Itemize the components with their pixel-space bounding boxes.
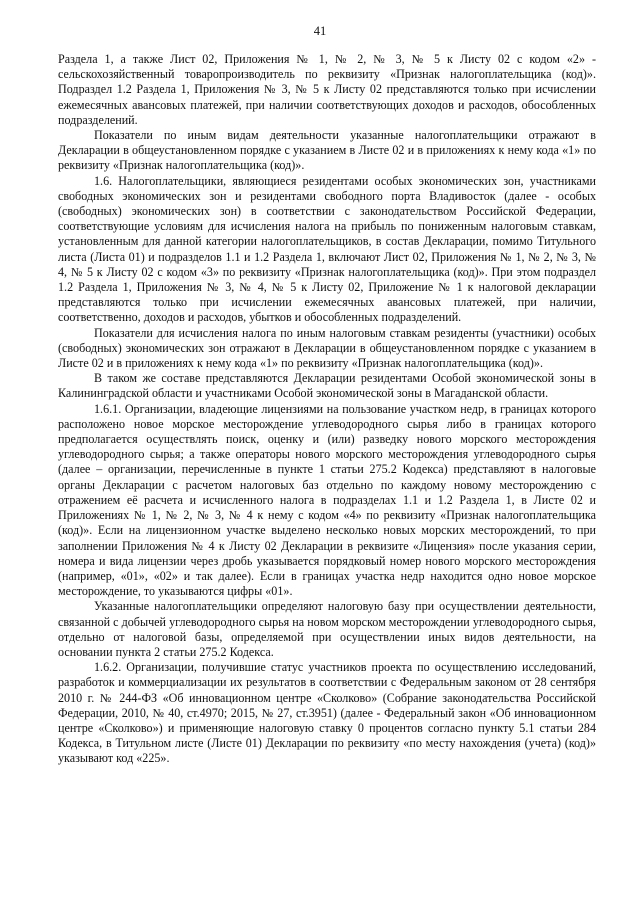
paragraph-1-6-1: 1.6.1. Организации, владеющие лицензиями на пользование участком недр, в границах которого расположено новое морское месторождение углеводородного сырья либо в границах которого предполагается осуществлять поиск, оценку и (или) разведку нового морского месторождения углеводородного сырья; а также операторы нового морского месторождения углеводородного сырья (далее – организации, перечисленные в пункте 1 статьи 275.2 Кодекса) представляют в налоговые органы Декларации с расчетом налоговых баз отдельно по каждому новому месторождению с отражением её расчета и исчисленного налога в подразделах 1.1 и 1.2 Раздела 1, в Листе 02 и Приложениях № 1, № 2, № 3, № 4 к нему с кодом «4» по реквизиту «Признак налогоплательщика (код)». Если на лицензионном участке выделено несколько новых морских месторождений, то при заполнении Приложения № 4 к Листу 02 Декларации в реквизите «Лицензия» после указания серии, номера и вида лицензии через дробь указывается порядковый номер нового морского месторождения (например, «01», «02» и так далее). Если в границах участка недр находится одно новое морское месторождение, то указываются цифры «01».: [58, 401, 596, 599]
document-body: [58, 52, 596, 767]
paragraph-1-6: 1.6. Налогоплательщики, являющиеся резидентами особых экономических зон, участниками свободных экономических зон и резидентами свободного порта Владивосток (далее - особых (свободных) экономических зон) в соответствии с законодательством Российской Федерации, соответствующие условиям для исчисления налога на прибыль по пониженным налоговым ставкам, установленным для данной категории налогоплательщиков, в состав Декларации, помимо Титульного листа (Листа 01) и подразделов 1.1 и 1.2 Раздела 1, включают Лист 02, Приложения № 1, № 2, № 3, № 4, № 5 к Листу 02 с кодом «3» по реквизиту «Признак налогоплательщика (код)». При этом подраздел 1.2 Раздела 1, Приложения № 3, № 4, № 5 к Листу 02, Приложение № 1 к налоговой декларации представляются только при исчислении ежемесячных авансовых платежей, при наличии, соответственно, доходов и расходов, убытков и обособленных подразделений.: [58, 173, 596, 325]
paragraph-kaliningrad-magadan: В таком же составе представляются Декларации резидентами Особой экономической зоны в Калининградской области и участниками Особой экономической зоны в Магаданской области.: [58, 371, 596, 401]
paragraph-1-6-2: 1.6.2. Организации, получившие статус участников проекта по осуществлению исследований, разработок и коммерциализации их результатов в соответствии с Федеральным законом от 28 сентября 2010 г. № 244-ФЗ «Об инновационном центре «Сколково» (Собрание законодательства Российской Федерации, 2010, № 40, ст.4970; 2015, № 27, ст.3951) (далее - Федеральный закон «Об инновационном центре «Сколково») и применяющие налоговую ставку 0 процентов согласно пункту 5.1 статьи 284 Кодекса, в Титульном листе (Листе 01) Декларации по реквизиту «по месту нахождения (учета) (код)» указывают код «225».: [58, 660, 596, 766]
paragraph-continuation: Раздела 1, а также Лист 02, Приложения № 1, № 2, № 3, № 5 к Листу 02 с кодом «2» - сельскохозяйственный товаропроизводитель по реквизиту «Признак налогоплательщика (код)». Подраздел 1.2 Раздела 1, Приложения № 3, № 5 к Листу 02 представляются только при исчислении ежемесячных авансовых платежей, при наличии соответствующих доходов и расходов, обособленных подразделений.: [58, 52, 596, 127]
paragraph-other-activities: Показатели по иным видам деятельности указанные налогоплательщики отражают в Декларации в общеустановленном порядке с указанием в Листе 02 и в приложениях к нему кода «1» по реквизиту «Признак налогоплательщика (код)».: [58, 128, 596, 173]
paragraph-other-rates: Показатели для исчисления налога по иным налоговым ставкам резиденты (участники) особых (свободных) экономических зон отражают в Декларации в общеустановленном порядке с указанием в Листе 02 и в приложениях к нему кода «1» по реквизиту «Признак налогоплательщика (код)».: [58, 325, 596, 371]
page-number: 41: [313, 24, 327, 38]
paragraph-tax-base: Указанные налогоплательщики определяют налоговую базу при осуществлении деятельности, связанной с добычей углеводородного сырья на новом морском месторождении углеводородного сырья, отдельно от налоговой базы, определяемой при осуществлении иных видов деятельности, на основании пункта 2 статьи 275.2 Кодекса.: [58, 599, 596, 659]
